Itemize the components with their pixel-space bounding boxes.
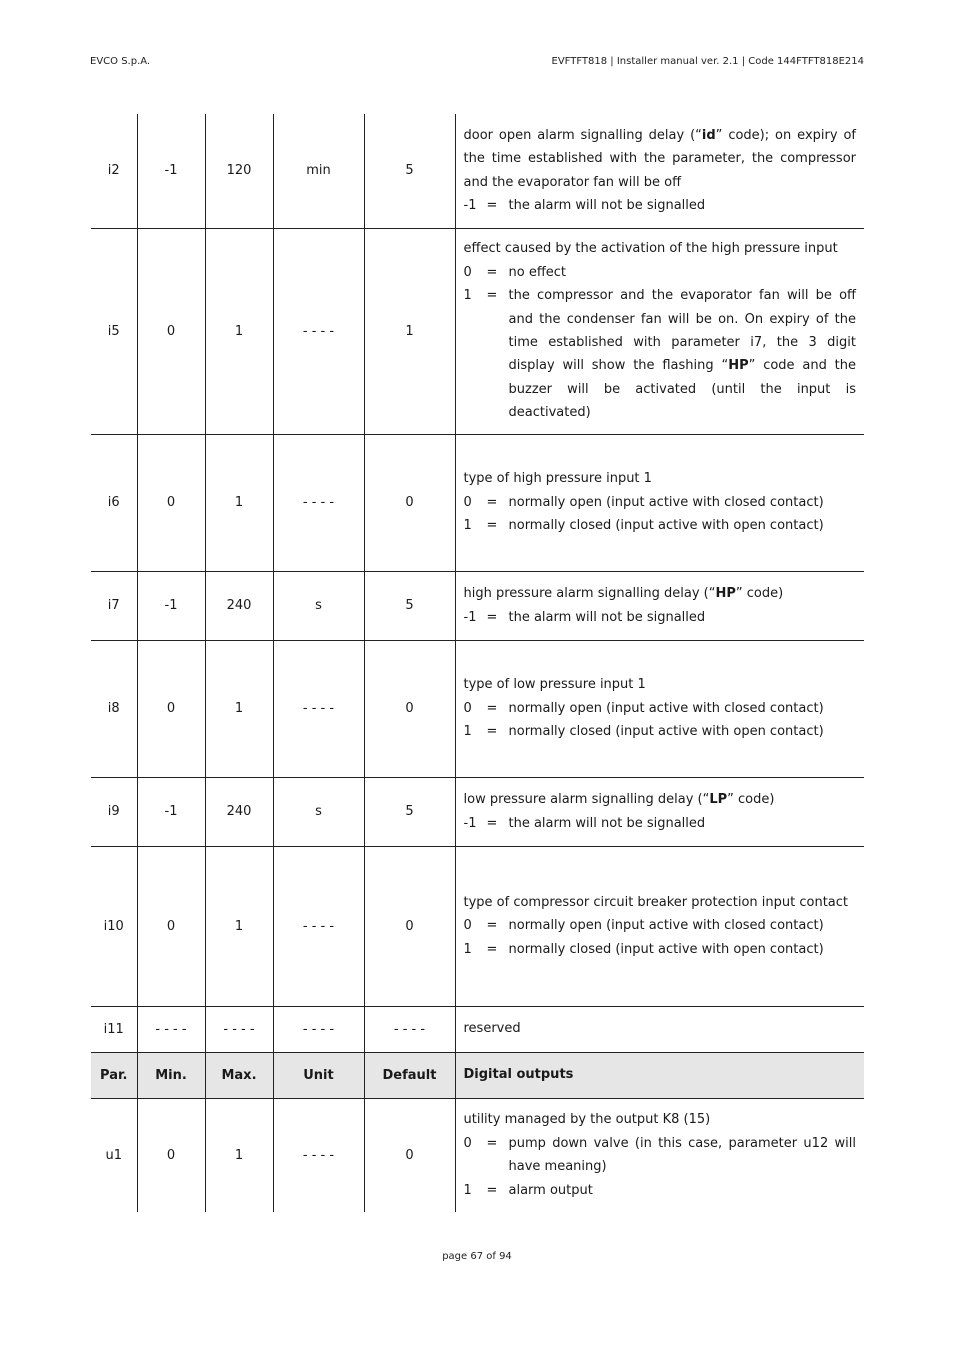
desc-text: ” code)	[727, 792, 775, 808]
param-description	[455, 434, 864, 571]
option-equals: =	[486, 1135, 498, 1151]
option-equals: =	[486, 518, 498, 534]
table-row	[91, 114, 864, 228]
option-value: 0	[463, 700, 472, 716]
option-equals: =	[486, 198, 498, 214]
desc-text: type of high pressure input 1	[463, 471, 652, 487]
desc-text: high pressure alarm signalling delay (“	[463, 586, 716, 602]
table-row	[91, 640, 864, 777]
option-text	[509, 284, 857, 424]
option-equals: =	[486, 494, 498, 510]
param-description	[455, 640, 864, 777]
option-equals: =	[486, 918, 498, 934]
option-value: 1	[463, 941, 472, 957]
param-min: -1	[137, 777, 205, 846]
param-max: 1	[205, 640, 273, 777]
param-default: 0	[364, 434, 455, 571]
option-text: normally closed (input active with open contact)	[508, 724, 824, 740]
param-description	[455, 846, 864, 1006]
option-value: 0	[463, 1135, 472, 1151]
option-equals: =	[486, 1182, 498, 1198]
param-max: 1	[205, 846, 273, 1006]
option-equals: =	[486, 941, 498, 957]
param-unit: s	[273, 571, 364, 640]
param-code: i9	[91, 777, 137, 846]
param-unit: - - - -	[273, 228, 364, 434]
param-default: 5	[364, 777, 455, 846]
table-row	[91, 777, 864, 846]
desc-text: type of low pressure input 1	[463, 677, 646, 693]
param-default: 5	[364, 114, 455, 228]
param-default: 0	[364, 846, 455, 1006]
table-header-row	[91, 1052, 864, 1098]
param-unit: min	[273, 114, 364, 228]
option-text: alarm output	[508, 1182, 593, 1198]
option-equals: =	[486, 288, 498, 304]
param-default: 5	[364, 571, 455, 640]
option-line	[464, 812, 857, 835]
col-header-unit: Unit	[273, 1052, 364, 1098]
desc-text: ” code); on expiry of the time established with the parameter, the compressor and the evaporator fan will be off	[463, 127, 857, 190]
table-row	[91, 1006, 864, 1052]
option-text: normally open (input active with closed contact)	[508, 494, 824, 510]
table-row	[91, 1098, 864, 1212]
param-code: i6	[91, 434, 137, 571]
option-text: normally closed (input active with open contact)	[508, 941, 824, 957]
option-equals: =	[486, 700, 498, 716]
header-document-info: EVFTFT818 | Installer manual ver. 2.1 | Code 144FTFT818E214	[551, 56, 864, 67]
col-header-par: Par.	[91, 1052, 137, 1098]
section-title: Digital outputs	[455, 1052, 864, 1098]
desc-text: type of compressor circuit breaker protection input contact	[463, 894, 849, 910]
table-row	[91, 434, 864, 571]
param-min: 0	[137, 640, 205, 777]
option-line	[464, 1179, 857, 1202]
param-unit: - - - -	[273, 846, 364, 1006]
param-min: 0	[137, 1098, 205, 1212]
option-text: no effect	[508, 264, 567, 280]
param-code: i5	[91, 228, 137, 434]
col-header-min: Min.	[137, 1052, 205, 1098]
option-line	[464, 914, 857, 937]
option-text: the alarm will not be signalled	[508, 609, 706, 625]
option-line	[464, 514, 857, 537]
option-code: HP	[728, 358, 749, 374]
col-header-default: Default	[364, 1052, 455, 1098]
param-description	[455, 777, 864, 846]
param-default: 0	[364, 640, 455, 777]
page-number: page 67 of 94	[442, 1251, 512, 1262]
option-value: 0	[463, 264, 472, 280]
param-description	[455, 1098, 864, 1212]
option-value: 1	[463, 1182, 472, 1198]
table-row	[91, 228, 864, 434]
desc-code: id	[701, 127, 716, 143]
param-code: i10	[91, 846, 137, 1006]
desc-text: ” code)	[735, 586, 784, 602]
option-value: -1	[463, 609, 477, 625]
option-line	[464, 697, 857, 720]
desc-text: reserved	[463, 1021, 521, 1037]
table-row	[91, 846, 864, 1006]
option-text: pump down valve (in this case, parameter u12 will have meaning)	[508, 1135, 856, 1175]
param-code: i11	[91, 1006, 137, 1052]
table-row	[91, 571, 864, 640]
option-text-part: ” code and the buzzer will be activated (until the input is deactivated)	[508, 358, 857, 421]
param-default: - - - -	[364, 1006, 455, 1052]
option-value: 0	[463, 918, 472, 934]
param-code: i8	[91, 640, 137, 777]
option-line	[464, 194, 857, 217]
option-equals: =	[486, 724, 498, 740]
param-description	[455, 571, 864, 640]
param-default: 0	[364, 1098, 455, 1212]
option-line	[464, 284, 857, 424]
option-value: -1	[463, 815, 477, 831]
param-default: 1	[364, 228, 455, 434]
desc-text: effect caused by the activation of the high pressure input	[463, 241, 838, 257]
param-code: i7	[91, 571, 137, 640]
option-value: 1	[463, 288, 472, 304]
option-text: the alarm will not be signalled	[508, 198, 706, 214]
option-line	[464, 606, 857, 629]
param-description	[455, 1006, 864, 1052]
param-unit: - - - -	[273, 1006, 364, 1052]
param-max: - - - -	[205, 1006, 273, 1052]
option-text-part: the compressor and the evaporator fan will be off and the condenser fan will be on. On expiry of the time established with parameter i7, the 3 digit display will show the flashing “	[508, 288, 856, 374]
option-line	[464, 491, 857, 514]
parameters-table	[91, 114, 864, 1212]
option-value: 0	[463, 494, 472, 510]
desc-text: door open alarm signalling delay (“	[463, 127, 702, 143]
option-line	[464, 1132, 857, 1179]
param-max: 1	[205, 228, 273, 434]
option-value: 1	[463, 724, 472, 740]
desc-text: low pressure alarm signalling delay (“	[463, 792, 710, 808]
param-max: 120	[205, 114, 273, 228]
option-line	[464, 261, 857, 284]
param-min: -1	[137, 571, 205, 640]
param-min: -1	[137, 114, 205, 228]
option-value: 1	[463, 518, 472, 534]
param-max: 1	[205, 1098, 273, 1212]
desc-code: HP	[715, 586, 736, 602]
param-unit: - - - -	[273, 640, 364, 777]
desc-code: LP	[709, 792, 728, 808]
param-max: 1	[205, 434, 273, 571]
option-line	[464, 720, 857, 743]
option-value: -1	[463, 198, 477, 214]
param-min: - - - -	[137, 1006, 205, 1052]
col-header-max: Max.	[205, 1052, 273, 1098]
option-line	[464, 938, 857, 961]
option-equals: =	[486, 609, 498, 625]
param-description	[455, 228, 864, 434]
option-equals: =	[486, 264, 498, 280]
param-unit: - - - -	[273, 1098, 364, 1212]
desc-text: utility managed by the output K8 (15)	[463, 1112, 711, 1128]
param-unit: - - - -	[273, 434, 364, 571]
param-code: u1	[105, 1147, 122, 1163]
option-equals: =	[486, 815, 498, 831]
option-text: normally open (input active with closed contact)	[508, 700, 824, 716]
option-text: the alarm will not be signalled	[508, 815, 706, 831]
header-company: EVCO S.p.A.	[90, 56, 151, 67]
option-text: normally open (input active with closed contact)	[508, 918, 824, 934]
param-description	[455, 114, 864, 228]
param-max: 240	[205, 571, 273, 640]
param-min: 0	[137, 846, 205, 1006]
param-min: 0	[137, 434, 205, 571]
option-text: normally closed (input active with open contact)	[508, 518, 824, 534]
param-code: i2	[91, 114, 137, 228]
param-min: 0	[137, 228, 205, 434]
param-unit: s	[273, 777, 364, 846]
param-max: 240	[205, 777, 273, 846]
